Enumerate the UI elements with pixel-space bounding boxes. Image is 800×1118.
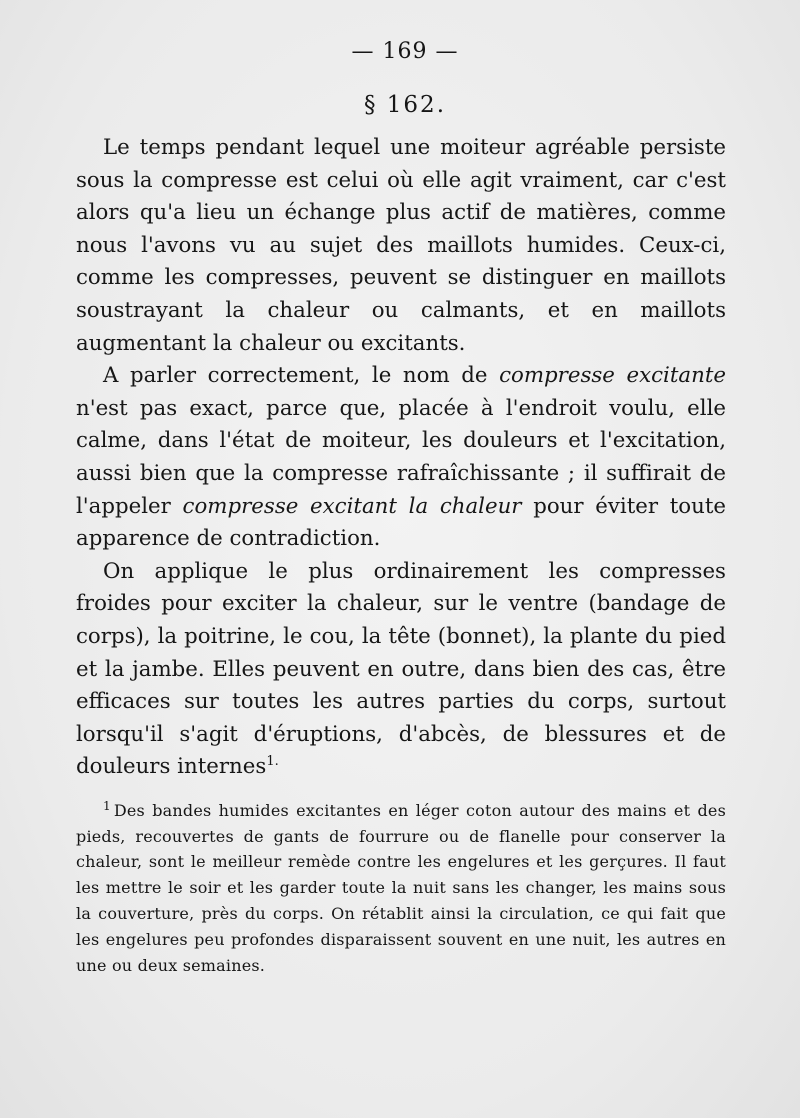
paragraph-3 [76, 556, 726, 784]
footnotes [76, 798, 726, 979]
paragraph-text: n'est pas exact, parce que, placée à l'endroit voulu, elle calme, dans l'état de moiteur, les douleurs et l'excitation, aussi bien que la compresse rafraîchissante ; il suffirait de l'appeler [76, 395, 726, 519]
footnote-text: Des bandes humides excitantes en léger coton autour des mains et des pieds, recouvertes de gants de fourrure ou de flanelle pour conserver la chaleur, sont le meilleur remède contre les engelures et les gerçures. Il faut les mettre le soir et les garder toute la nuit sans les changer, les mains sous la couverture, près du corps. On rétablit ainsi la circulation, ce qui fait que les engelures peu profondes disparaissent souvent en une nuit, les autres en une ou deux semaines. [76, 800, 726, 975]
page-number: — 169 — [351, 39, 459, 64]
paragraph-2 [76, 360, 726, 556]
paragraph-text: A parler correctement, le nom de [103, 363, 500, 389]
footnote-marker: 1 [103, 798, 111, 813]
italic-term: compresse excitant la chaleur [182, 493, 522, 519]
paragraph-text: Le temps pendant lequel une moiteur agréable persiste sous la compresse est celui où elle agit vraiment, car c'est alors qu'a lieu un échange plus actif de matières, comme nous l'avons vu au sujet des maillots humides. Ceux-ci, comme les compresses, peuvent se distinguer en maillots soustrayant la chaleur ou calmants, et en maillots augmentant la chaleur ou excitants. [76, 135, 726, 356]
footnote-1 [76, 798, 726, 979]
paragraph-text: On applique le plus ordinairement les compresses froides pour exciter la chaleur, sur le ventre (bandage de corps), la poitrine, le cou, la tête (bonnet), la plante du pied et la jambe. Elles peuvent en outre, dans bien des cas, être efficaces sur toutes les autres parties du corps, surtout lorsqu'il s'agit d'éruptions, d'abcès, de blessures et de douleurs internes [76, 558, 726, 780]
paragraph-text: pour éviter toute apparence de contradiction. [76, 493, 726, 552]
italic-term: compresse excitante [499, 363, 726, 389]
paragraph-1 [76, 132, 726, 360]
body-text [76, 132, 726, 784]
book-page [76, 32, 726, 978]
section-heading: § 162. [363, 92, 447, 118]
footnote-reference[interactable]: 1. [266, 754, 279, 770]
